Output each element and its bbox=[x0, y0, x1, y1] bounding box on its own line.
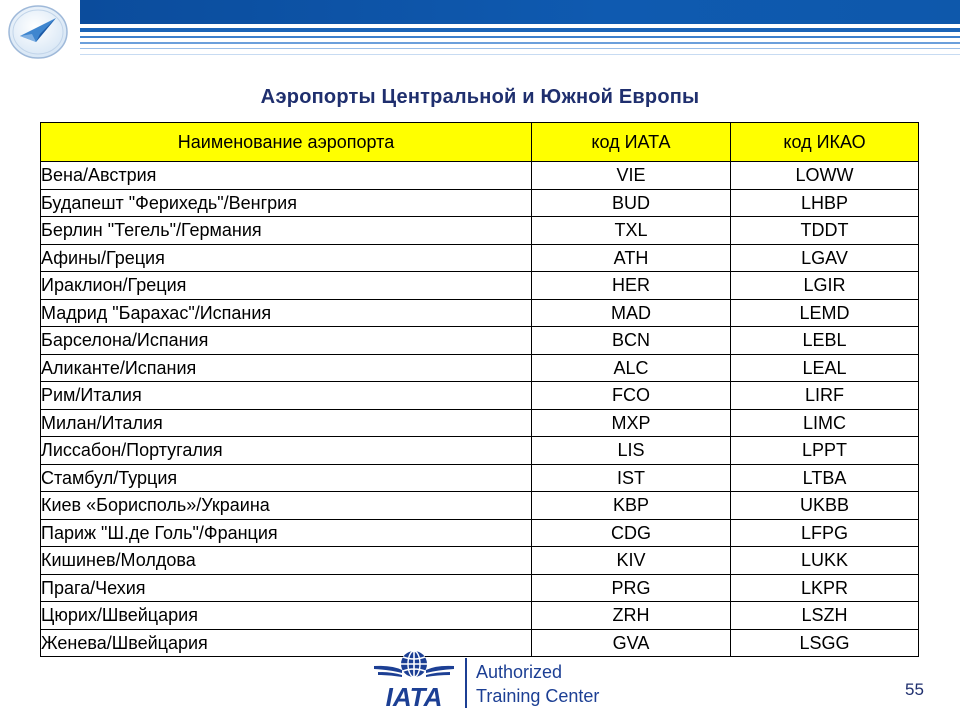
iata-code-cell: TXL bbox=[532, 217, 731, 245]
table-row bbox=[41, 244, 919, 272]
page-title: Аэропорты Центральной и Южной Европы bbox=[260, 86, 700, 108]
airport-name-cell: Лиссабон/Португалия bbox=[41, 437, 532, 465]
iata-training-center-logo bbox=[372, 648, 600, 712]
table-row bbox=[41, 519, 919, 547]
airport-name-cell: Женева/Швейцария bbox=[41, 629, 532, 657]
airport-name-cell: Мадрид "Барахас"/Испания bbox=[41, 299, 532, 327]
header-stripe bbox=[80, 48, 960, 49]
column-header-name: Наименование аэропорта bbox=[41, 123, 532, 162]
airport-name-cell: Прага/Чехия bbox=[41, 574, 532, 602]
airport-name-cell: Киев «Борисполь»/Украина bbox=[41, 492, 532, 520]
airports-table bbox=[40, 122, 919, 657]
icao-code-cell: LSGG bbox=[731, 629, 919, 657]
iata-code-cell: BCN bbox=[532, 327, 731, 355]
iata-code-cell: VIE bbox=[532, 162, 731, 190]
iata-code-cell: ZRH bbox=[532, 602, 731, 630]
airport-name-cell: Барселона/Испания bbox=[41, 327, 532, 355]
icao-code-cell: LIMC bbox=[731, 409, 919, 437]
iata-code-cell: ATH bbox=[532, 244, 731, 272]
tagline-line2: Training Center bbox=[476, 686, 600, 706]
iata-code-cell: KBP bbox=[532, 492, 731, 520]
airport-name-cell: Париж "Ш.де Голь"/Франция bbox=[41, 519, 532, 547]
iata-code-cell: CDG bbox=[532, 519, 731, 547]
header-stripe bbox=[80, 28, 960, 32]
iata-code-cell: MXP bbox=[532, 409, 731, 437]
table-row bbox=[41, 382, 919, 410]
icao-code-cell: UKBB bbox=[731, 492, 919, 520]
icao-code-cell: LFPG bbox=[731, 519, 919, 547]
icao-code-cell: LEMD bbox=[731, 299, 919, 327]
icao-code-cell: TDDT bbox=[731, 217, 919, 245]
table-row bbox=[41, 299, 919, 327]
iata-code-cell: FCO bbox=[532, 382, 731, 410]
airport-name-cell: Милан/Италия bbox=[41, 409, 532, 437]
icao-code-cell: LOWW bbox=[731, 162, 919, 190]
paper-plane-logo-icon bbox=[6, 4, 70, 60]
airport-name-cell: Аликанте/Испания bbox=[41, 354, 532, 382]
iata-code-cell: PRG bbox=[532, 574, 731, 602]
iata-code-cell: KIV bbox=[532, 547, 731, 575]
iata-code-cell: MAD bbox=[532, 299, 731, 327]
icao-code-cell: LUKK bbox=[731, 547, 919, 575]
table-row bbox=[41, 189, 919, 217]
icao-code-cell: LGIR bbox=[731, 272, 919, 300]
table-row bbox=[41, 217, 919, 245]
iata-code-cell: BUD bbox=[532, 189, 731, 217]
header-stripe bbox=[80, 0, 960, 24]
table-row bbox=[41, 602, 919, 630]
iata-globe-logo-icon bbox=[374, 651, 454, 677]
table-row bbox=[41, 464, 919, 492]
table-row bbox=[41, 492, 919, 520]
icao-code-cell: LHBP bbox=[731, 189, 919, 217]
table-row bbox=[41, 574, 919, 602]
iata-code-cell: IST bbox=[532, 464, 731, 492]
icao-code-cell: LTBA bbox=[731, 464, 919, 492]
airport-name-cell: Берлин "Тегель"/Германия bbox=[41, 217, 532, 245]
iata-brand-text: IATA bbox=[385, 682, 443, 712]
table-row bbox=[41, 437, 919, 465]
airport-name-cell: Стамбул/Турция bbox=[41, 464, 532, 492]
icao-code-cell: LKPR bbox=[731, 574, 919, 602]
airport-name-cell: Афины/Греция bbox=[41, 244, 532, 272]
column-header-iata: код ИАТА bbox=[532, 123, 731, 162]
icao-code-cell: LGAV bbox=[731, 244, 919, 272]
iata-code-cell: LIS bbox=[532, 437, 731, 465]
table-row bbox=[41, 162, 919, 190]
header-stripe bbox=[80, 36, 960, 38]
iata-code-cell: HER bbox=[532, 272, 731, 300]
table-header-row bbox=[41, 123, 919, 162]
airport-name-cell: Рим/Италия bbox=[41, 382, 532, 410]
page-number: 55 bbox=[905, 680, 924, 699]
table-row bbox=[41, 272, 919, 300]
table-row bbox=[41, 547, 919, 575]
icao-code-cell: LEBL bbox=[731, 327, 919, 355]
header-stripe bbox=[80, 42, 960, 44]
iata-code-cell: ALC bbox=[532, 354, 731, 382]
iata-code-cell: GVA bbox=[532, 629, 731, 657]
tagline-line1: Authorized bbox=[476, 662, 563, 682]
airport-name-cell: Вена/Австрия bbox=[41, 162, 532, 190]
header-stripe bbox=[80, 54, 960, 55]
airport-name-cell: Будапешт "Ферихедь"/Венгрия bbox=[41, 189, 532, 217]
table-row bbox=[41, 327, 919, 355]
airport-name-cell: Ираклион/Греция bbox=[41, 272, 532, 300]
header-band bbox=[0, 0, 960, 64]
icao-code-cell: LEAL bbox=[731, 354, 919, 382]
airport-name-cell: Цюрих/Швейцария bbox=[41, 602, 532, 630]
airport-name-cell: Кишинев/Молдова bbox=[41, 547, 532, 575]
table-row bbox=[41, 354, 919, 382]
column-header-icao: код ИКАО bbox=[731, 123, 919, 162]
icao-code-cell: LSZH bbox=[731, 602, 919, 630]
table-row bbox=[41, 409, 919, 437]
icao-code-cell: LIRF bbox=[731, 382, 919, 410]
icao-code-cell: LPPT bbox=[731, 437, 919, 465]
